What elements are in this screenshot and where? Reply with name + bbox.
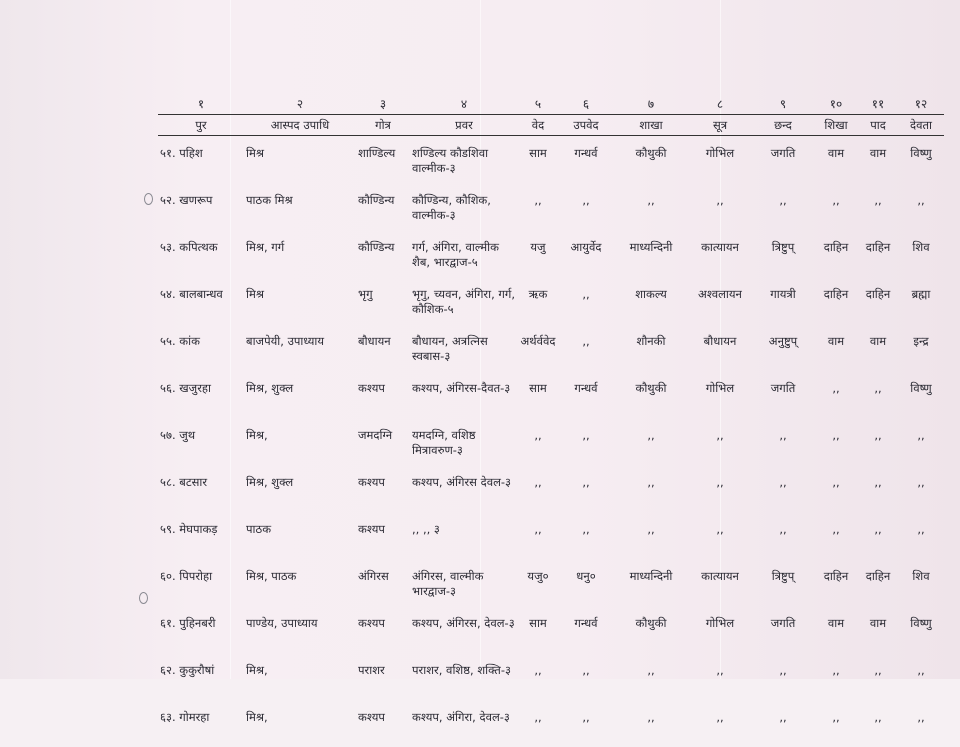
table-cell: ,, bbox=[832, 710, 840, 724]
column-header: सूत्र bbox=[688, 115, 752, 136]
table-cell: अंगिरस bbox=[358, 569, 389, 583]
table-cell: बौधायन bbox=[703, 334, 737, 348]
column-number: ४ bbox=[460, 97, 468, 111]
table-cell: ५४. बालबान्धव bbox=[160, 287, 223, 301]
table-cell: ६२. कुकुरौषां bbox=[160, 663, 215, 677]
table-cell: ५१. पहिश bbox=[160, 146, 203, 160]
table-cell: ,, bbox=[534, 475, 542, 489]
table-cell: विष्णु bbox=[910, 616, 932, 630]
table-cell: वाम bbox=[827, 616, 845, 630]
column-number: ६ bbox=[582, 97, 590, 111]
table-cell: यमदग्नि, वशिष्ठ मित्रावरुण-३ bbox=[412, 428, 476, 457]
table-cell: ,, bbox=[874, 710, 882, 724]
column-number: ३ bbox=[379, 97, 387, 111]
table-cell: दाहिन bbox=[823, 240, 849, 254]
table-cell: दाहिन bbox=[823, 569, 849, 583]
table-cell: माध्यन्दिनी bbox=[629, 569, 673, 583]
table-row bbox=[158, 371, 944, 418]
table-cell: ,, bbox=[647, 428, 655, 442]
table-cell: शाकल्य bbox=[635, 287, 667, 301]
table-cell: ,, bbox=[582, 663, 590, 677]
table-cell: अनुष्टुप् bbox=[768, 334, 798, 348]
table-cell: वाम bbox=[827, 146, 845, 160]
table-cell: ऋक bbox=[528, 287, 548, 301]
table-row bbox=[158, 183, 944, 230]
table-cell: ,, bbox=[582, 522, 590, 536]
table-cell: शण्डिल्य कौडशिवा वाल्मीक-३ bbox=[412, 146, 489, 175]
table-cell: शिव bbox=[912, 240, 930, 254]
column-header: पाद bbox=[858, 115, 898, 136]
column-header: छन्द bbox=[752, 115, 814, 136]
table-cell: कौथुकी bbox=[635, 146, 667, 160]
table-cell: ,, bbox=[716, 522, 724, 536]
table-cell: ६१. पुहिनबरी bbox=[160, 616, 216, 630]
table-cell: ,, bbox=[534, 710, 542, 724]
punch-hole bbox=[139, 592, 148, 604]
table-cell: दाहिन bbox=[865, 569, 891, 583]
table-cell: कौण्डिन्य, कौशिक, वाल्मीक-३ bbox=[412, 193, 491, 222]
table-cell: माध्यन्दिनी bbox=[629, 240, 673, 254]
table-cell: जमदग्नि bbox=[358, 428, 393, 442]
table-cell: कौण्डिन्य bbox=[358, 193, 395, 207]
table-row bbox=[158, 606, 944, 653]
table-cell: भृगु, च्यवन, अंगिरा, गर्ग, कौशिक-५ bbox=[412, 287, 516, 316]
table-cell: ,, bbox=[832, 663, 840, 677]
table-cell: ५२. खणरूप bbox=[160, 193, 213, 207]
table-row bbox=[158, 277, 944, 324]
table-cell: ,, bbox=[647, 710, 655, 724]
table-cell: आयुर्वेद bbox=[570, 240, 602, 254]
table-cell: पराशर, वशिष्ठ, शक्ति-३ bbox=[412, 663, 511, 677]
table-cell: धनु० bbox=[576, 569, 596, 583]
column-header: देवता bbox=[898, 115, 944, 136]
table-cell: ,, bbox=[647, 475, 655, 489]
table-cell: ५८. बटसार bbox=[160, 475, 208, 489]
table-cell: ५६. खजुरहा bbox=[160, 381, 211, 395]
column-header: आस्पद उपाधि bbox=[244, 115, 356, 136]
table-cell: मिश्र, गर्ग bbox=[246, 240, 285, 254]
column-number: १० bbox=[829, 97, 843, 111]
table-cell: बौधायन, अत्रत्निस स्वबास-३ bbox=[412, 334, 488, 363]
table-cell: इन्द्र bbox=[913, 334, 929, 348]
table-cell: ,, bbox=[534, 428, 542, 442]
table-cell: ,, bbox=[779, 475, 787, 489]
table-cell: ,, bbox=[534, 663, 542, 677]
table-cell: ,, bbox=[582, 287, 590, 301]
table-cell: साम bbox=[529, 146, 547, 160]
table-cell: ,, bbox=[716, 663, 724, 677]
table-cell: मिश्र, bbox=[246, 710, 268, 724]
table-cell: मिश्र, पाठक bbox=[246, 569, 297, 583]
column-header: वेद bbox=[518, 115, 558, 136]
table-cell: साम bbox=[529, 381, 547, 395]
table-cell: गन्धर्व bbox=[574, 381, 598, 395]
table-cell: ब्रह्मा bbox=[911, 287, 931, 301]
column-header: पुर bbox=[158, 115, 244, 136]
table-cell: कश्यप, अंगिरा, देवल-३ bbox=[412, 710, 510, 724]
table-cell: ६०. पिपरोहा bbox=[160, 569, 213, 583]
table-cell: शिव bbox=[912, 569, 930, 583]
column-number: १ bbox=[197, 97, 205, 111]
table-cell: ,, bbox=[582, 193, 590, 207]
table-cell: ,, bbox=[874, 428, 882, 442]
table-cell: जगति bbox=[770, 381, 796, 395]
table-cell: साम bbox=[529, 616, 547, 630]
gotra-table bbox=[158, 90, 944, 747]
table-cell: ,, bbox=[716, 428, 724, 442]
table-cell: कश्यप bbox=[358, 381, 385, 395]
table-cell: शाण्डिल्य bbox=[358, 146, 396, 160]
table-cell: विष्णु bbox=[910, 381, 932, 395]
table-cell: ,, bbox=[832, 381, 840, 395]
column-header: उपवेद bbox=[558, 115, 614, 136]
table-cell: ,, bbox=[779, 710, 787, 724]
table-cell: कश्यप, अंगिरस देवल-३ bbox=[412, 475, 512, 489]
table-cell: गोभिल bbox=[705, 146, 735, 160]
table-cell: ,, bbox=[716, 193, 724, 207]
table-cell: कश्यप bbox=[358, 475, 385, 489]
table-cell: ,, bbox=[647, 193, 655, 207]
table-cell: त्रिष्टुप् bbox=[771, 240, 795, 254]
table-cell: ,, bbox=[582, 428, 590, 442]
column-header: प्रवर bbox=[410, 115, 518, 136]
column-number: १२ bbox=[914, 97, 928, 111]
table-row bbox=[158, 653, 944, 700]
table-cell: ,, bbox=[534, 522, 542, 536]
table-cell: ,, bbox=[917, 193, 925, 207]
table-cell: ,, bbox=[832, 428, 840, 442]
table-cell: बौधायन bbox=[358, 334, 391, 348]
table-cell: ,, bbox=[779, 428, 787, 442]
table-cell: पाठक bbox=[246, 522, 272, 536]
table-cell: अश्वलायन bbox=[698, 287, 742, 301]
table-cell: ५७. जुथ bbox=[160, 428, 196, 442]
table-row bbox=[158, 465, 944, 512]
table-cell: ,, bbox=[716, 710, 724, 724]
table-cell: कश्यप bbox=[358, 710, 385, 724]
table-cell: दाहिन bbox=[823, 287, 849, 301]
table-cell: ,, bbox=[779, 522, 787, 536]
table-cell: ,, bbox=[582, 710, 590, 724]
table-cell: ,, bbox=[779, 663, 787, 677]
table-cell: विष्णु bbox=[910, 146, 932, 160]
table-cell: दाहिन bbox=[865, 240, 891, 254]
table-cell: ५९. मेघपाकड़ bbox=[160, 522, 218, 536]
table-cell: वाम bbox=[869, 616, 887, 630]
table-cell: ,, bbox=[582, 475, 590, 489]
table-cell: ,, bbox=[917, 475, 925, 489]
column-number-row bbox=[158, 90, 944, 115]
table-cell: कौथुकी bbox=[635, 616, 667, 630]
table-cell: ,, bbox=[832, 193, 840, 207]
table-cell: ,, bbox=[917, 428, 925, 442]
table-cell: पाण्डेय, उपाध्याय bbox=[246, 616, 318, 630]
table-cell: मिश्र, शुक्ल bbox=[246, 381, 294, 395]
column-number: ८ bbox=[716, 97, 724, 111]
table-cell: ,, bbox=[874, 522, 882, 536]
table-cell: ५३. कपित्थक bbox=[160, 240, 218, 254]
table-cell: मिश्र, bbox=[246, 428, 268, 442]
header-row bbox=[158, 115, 944, 136]
table-cell: कौथुकी bbox=[635, 381, 667, 395]
column-header: शिखा bbox=[814, 115, 858, 136]
table-cell: मिश्र bbox=[246, 287, 264, 301]
table-row bbox=[158, 512, 944, 559]
table-cell: ,, bbox=[917, 522, 925, 536]
table-cell: गर्ग, अंगिरा, वाल्मीक शैब, भारद्वाज-५ bbox=[412, 240, 499, 269]
table-cell: कश्यप bbox=[358, 616, 385, 630]
column-number: ११ bbox=[871, 97, 885, 111]
table-cell: ,, bbox=[874, 193, 882, 207]
table-cell: पराशर bbox=[358, 663, 385, 677]
table-row bbox=[158, 559, 944, 606]
table-cell: शौनकी bbox=[636, 334, 666, 348]
table-cell: वाम bbox=[827, 334, 845, 348]
table-cell: ,, bbox=[647, 522, 655, 536]
table-cell: ,, ,, ३ bbox=[412, 522, 440, 536]
table-cell: अर्थर्ववेद bbox=[520, 334, 556, 348]
table-cell: जगति bbox=[770, 146, 796, 160]
table-cell: मिश्र, शुक्ल bbox=[246, 475, 294, 489]
table-cell: पाठक मिश्र bbox=[246, 193, 293, 207]
column-number: २ bbox=[296, 97, 304, 111]
table-cell: कश्यप, अंगिरस-दैवत-३ bbox=[412, 381, 511, 395]
table-cell: गोभिल bbox=[705, 381, 735, 395]
table-cell: ६३. गोमरहा bbox=[160, 710, 210, 724]
table-cell: ,, bbox=[874, 663, 882, 677]
table-body bbox=[158, 90, 944, 747]
table-cell: यजु० bbox=[527, 569, 549, 583]
table-row bbox=[158, 418, 944, 465]
table-cell: ५५. कांक bbox=[160, 334, 200, 348]
table-cell: ,, bbox=[874, 475, 882, 489]
table-cell: अंगिरस, वाल्मीक भारद्वाज-३ bbox=[412, 569, 484, 598]
table-row bbox=[158, 136, 944, 184]
table-cell: कश्यप bbox=[358, 522, 385, 536]
table-cell: वाम bbox=[869, 334, 887, 348]
table-row bbox=[158, 324, 944, 371]
table-cell: ,, bbox=[582, 334, 590, 348]
table-cell: गायत्री bbox=[770, 287, 796, 301]
table-row bbox=[158, 230, 944, 277]
table-cell: ,, bbox=[779, 193, 787, 207]
table-cell: ,, bbox=[534, 193, 542, 207]
column-header: शाखा bbox=[614, 115, 688, 136]
table-cell: कौण्डिन्य bbox=[358, 240, 395, 254]
table-cell: ,, bbox=[917, 663, 925, 677]
table-cell: भृगु bbox=[358, 287, 373, 301]
column-header: गोत्र bbox=[356, 115, 410, 136]
table-cell: ,, bbox=[647, 663, 655, 677]
table-cell: वाम bbox=[869, 146, 887, 160]
table-cell: मिश्र, bbox=[246, 663, 268, 677]
table-cell: ,, bbox=[874, 381, 882, 395]
column-number: ९ bbox=[779, 97, 787, 111]
table-cell: कात्यायन bbox=[701, 569, 739, 583]
table-cell: ,, bbox=[832, 522, 840, 536]
column-number: ५ bbox=[534, 97, 542, 111]
table-cell: बाजपेयी, उपाध्याय bbox=[246, 334, 325, 348]
table-cell: गन्धर्व bbox=[574, 146, 598, 160]
table-cell: कात्यायन bbox=[701, 240, 739, 254]
table-row bbox=[158, 700, 944, 747]
table-cell: मिश्र bbox=[246, 146, 264, 160]
table-cell: त्रिष्टुप् bbox=[771, 569, 795, 583]
column-number: ७ bbox=[647, 97, 655, 111]
table-cell: जगति bbox=[770, 616, 796, 630]
punch-hole bbox=[144, 193, 153, 205]
table-cell: ,, bbox=[917, 710, 925, 724]
table-cell: दाहिन bbox=[865, 287, 891, 301]
table-cell: कश्यप, अंगिरस, देवल-३ bbox=[412, 616, 515, 630]
table-cell: ,, bbox=[716, 475, 724, 489]
table-cell: यजु bbox=[530, 240, 546, 254]
table-cell: गोभिल bbox=[705, 616, 735, 630]
table-cell: ,, bbox=[832, 475, 840, 489]
table-cell: गन्धर्व bbox=[574, 616, 598, 630]
